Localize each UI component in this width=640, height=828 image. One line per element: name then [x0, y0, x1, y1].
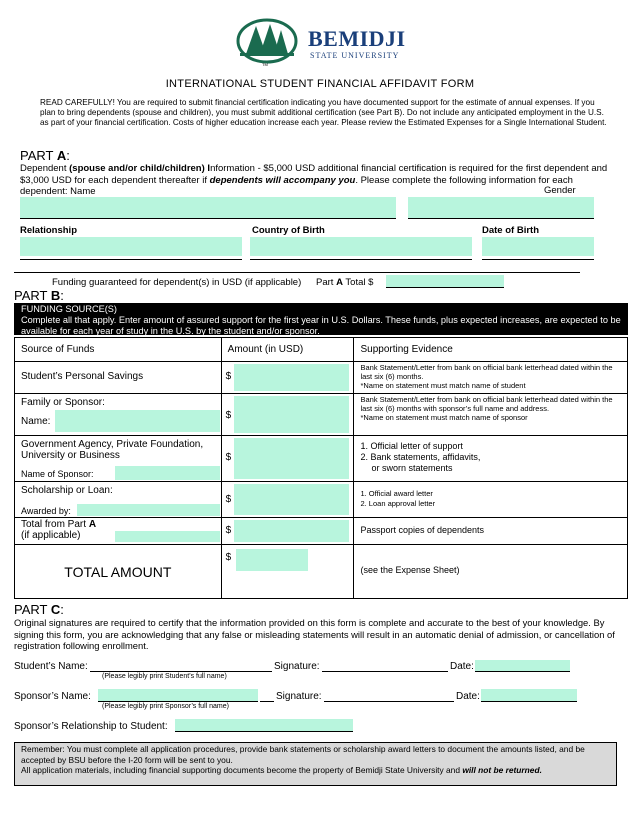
gov-evidence-2: 2. Bank statements, affidavits, [360, 452, 481, 462]
family-evidence: Bank Statement/Letter from bank on official bank letterhead dated within the last six (6) months with sponsor’s full name and address. [360, 395, 613, 413]
family-evidence-note: *Name on statement must match name of sponsor [360, 413, 528, 422]
part-a-heading: PART A: [20, 148, 70, 163]
remember-box [14, 742, 617, 786]
col-evidence-header: Supporting Evidence [354, 338, 628, 362]
student-date-field[interactable] [475, 660, 570, 672]
dependent-name-field[interactable] [20, 197, 396, 219]
intro-text: READ CAREFULLY! You are required to submit financial certification indicating you have documented support for the estimate of annual expenses. If you plan to bring dependents (spouse and children), you must submit additional certification (see Part B). Do not include any anticipated employment in the U.S. as part of your financial certification. Costs of higher education increase each year. Please review the Estimated Expenses for a Single International Student. [40, 98, 607, 128]
savings-evidence: Bank Statement/Letter from bank on official bank letterhead dated within the last six (6) months. [360, 363, 613, 381]
date-of-birth-label: Date of Birth [482, 225, 539, 236]
country-underline [250, 259, 472, 260]
gov-sponsor-label: Name of Sponsor: [21, 469, 94, 479]
dollar-sign: $ [225, 452, 232, 463]
gender-label: Gender [544, 185, 576, 196]
table-row-part-a-total [15, 518, 628, 545]
dollar-sign: $ [225, 410, 232, 421]
gov-label: Government Agency, Private Foundation, University or Business [21, 439, 204, 461]
logo-subtitle: STATE UNIVERSITY [310, 51, 400, 60]
tree-seal-icon [236, 18, 298, 64]
funding-source-banner [14, 303, 628, 335]
total-evidence: (see the Expense Sheet) [360, 565, 460, 575]
gov-sponsor-field[interactable] [115, 466, 220, 480]
country-of-birth-field[interactable] [250, 237, 472, 256]
family-label: Family or Sponsor: [21, 397, 105, 408]
student-name-hint: (Please legibly print Student’s full name) [102, 673, 227, 680]
part-a-text: Dependent (spouse and/or child/children) Information - $5,000 USD additional financial certification is required for the first dependent and $3,000 USD for each dependent thereafter if dependents will accompany you. Please complete the following information for each dependent: Name [20, 163, 608, 197]
funding-sources-table [14, 337, 628, 599]
table-header-row [15, 338, 628, 362]
part-b-heading: PART B: [14, 288, 64, 303]
country-of-birth-label: Country of Birth [252, 225, 325, 236]
remember-line-1: Remember: You must complete all application procedures, provide bank statements or scholarship award letters to document the amounts listed, and be accepted by BSU before the I-20 form will be sent to you. [21, 744, 585, 765]
sponsor-name-label: Sponsor’s Name: [14, 691, 91, 702]
family-amount-field[interactable] [234, 396, 350, 433]
sponsor-signature-field[interactable] [324, 689, 454, 702]
date-of-birth-field[interactable] [482, 237, 594, 256]
sponsor-signature-label: Signature: [276, 691, 322, 702]
funding-banner-text: Complete all that apply. Enter amount of assured support for the first year in U.S. Dollars. These funds, plus expected increases, are expected to be available for each year of study in the U.S. by the student and/or sponsor. [21, 315, 621, 336]
total-amount-field[interactable] [236, 549, 308, 571]
savings-amount-field[interactable] [234, 364, 350, 391]
total-amount-label: TOTAL AMOUNT [64, 564, 172, 580]
student-name-field[interactable] [90, 660, 272, 672]
sponsor-relationship-label: Sponsor’s Relationship to Student: [14, 721, 168, 732]
sponsor-relationship-field[interactable] [175, 719, 353, 732]
part-a-evidence: Passport copies of dependents [360, 525, 485, 535]
dollar-sign: $ [225, 552, 232, 563]
part-a-amount-field[interactable] [234, 520, 350, 542]
savings-label: Student’s Personal Savings [21, 371, 144, 382]
sponsor-name-hint: (Please legibly print Sponsor’s full name) [102, 703, 229, 710]
dollar-sign: $ [225, 494, 232, 505]
gov-evidence-3: or sworn statements [371, 463, 453, 473]
table-row-family [15, 394, 628, 436]
relationship-label: Relationship [20, 225, 78, 236]
part-c-heading: PART C: [14, 602, 64, 617]
scholar-evidence-2: 2. Loan approval letter [360, 499, 436, 508]
gov-evidence-1: 1. Official letter of support [360, 441, 463, 451]
student-signature-field[interactable] [322, 660, 448, 672]
logo-tm: TM [262, 62, 268, 67]
funding-guaranteed-label: Funding guaranteed for dependent(s) in USD (if applicable) [52, 277, 302, 288]
table-row-total [15, 545, 628, 599]
remember-line-2: All application materials, including financial supporting documents become the property of Bemidji State University and will not be returned. [21, 765, 542, 775]
sponsor-name-field[interactable] [98, 689, 258, 702]
table-row-scholarship [15, 482, 628, 518]
col-amount-header: Amount (in USD) [221, 338, 354, 362]
savings-evidence-note: *Name on statement must match name of student [360, 381, 526, 390]
logo-name: BEMIDJI [308, 26, 406, 51]
sponsor-name-tail [260, 689, 274, 702]
col-source-header: Source of Funds [15, 338, 222, 362]
form-title: INTERNATIONAL STUDENT FINANCIAL AFFIDAVIT FORM [165, 78, 475, 90]
scholar-evidence-1: 1. Official award letter [360, 489, 433, 498]
family-name-label: Name: [21, 416, 51, 427]
dollar-sign: $ [225, 371, 232, 382]
gov-amount-field[interactable] [234, 438, 350, 479]
part-a-total-label: Part A Total $ [316, 277, 374, 288]
part-a-total-field[interactable] [386, 275, 504, 288]
awarded-by-field[interactable] [77, 504, 220, 516]
table-row-government [15, 436, 628, 482]
funding-banner-title: FUNDING SOURCE(S) [21, 304, 117, 314]
part-a-total-row-field[interactable] [115, 531, 220, 542]
student-date-label: Date: [450, 661, 474, 672]
student-name-label: Student’s Name: [14, 661, 88, 672]
sponsor-date-label: Date: [456, 691, 480, 702]
student-signature-label: Signature: [274, 661, 320, 672]
dependent-gender-field[interactable] [408, 197, 594, 219]
university-logo [236, 18, 436, 67]
relationship-field[interactable] [20, 237, 242, 256]
part-a-rule [14, 272, 580, 273]
scholarship-amount-field[interactable] [234, 484, 350, 515]
relationship-underline [20, 259, 242, 260]
awarded-by-label: Awarded by: [21, 506, 71, 516]
part-a-total-row-label: Total from Part A (if applicable) [21, 519, 97, 541]
dollar-sign: $ [225, 525, 232, 536]
table-row-savings [15, 362, 628, 394]
part-c-text: Original signatures are required to certify that the information provided on this form is complete and accurate to the best of your knowledge. By signing this form, you are acknowledging that any false or misleading statements will result in an automatic denial of admission, or cancellation of registration following enrollment. [14, 617, 615, 651]
sponsor-date-field[interactable] [481, 689, 577, 702]
dob-underline [482, 259, 594, 260]
family-name-field[interactable] [55, 410, 220, 432]
scholarship-label: Scholarship or Loan: [21, 485, 113, 496]
